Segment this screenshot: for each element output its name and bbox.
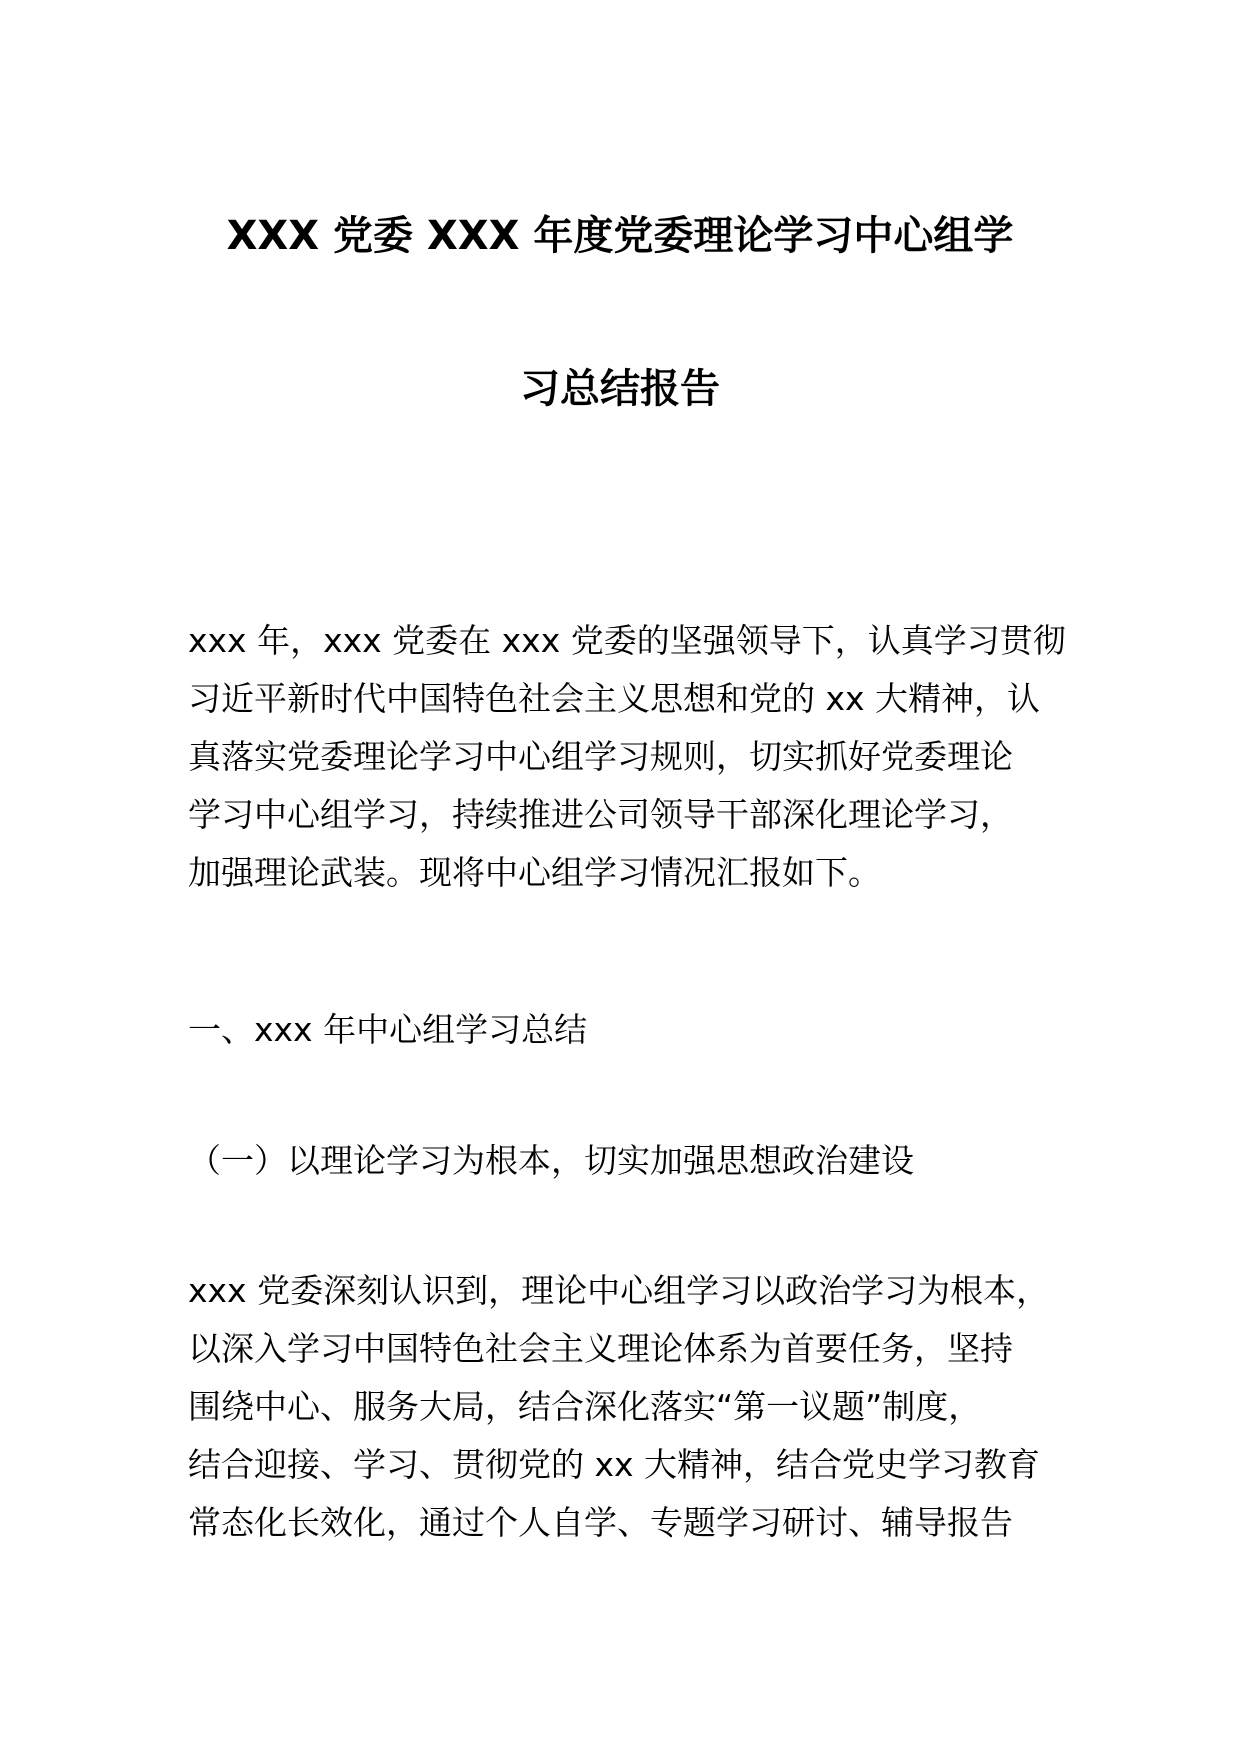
section-heading-text: 一、xxx 年中心组学习总结: [188, 1010, 588, 1049]
intro-paragraph: [188, 612, 1068, 902]
body-line: xxx 党委深刻认识到，理论中心组学习以政治学习为根本，: [188, 1271, 1050, 1310]
intro-line: 真落实党委理论学习中心组学习规则，切实抓好党委理论: [188, 737, 1013, 776]
section-heading: [188, 1001, 1068, 1059]
intro-line: 加强理论武装。现将中心组学习情况汇报如下。: [188, 853, 881, 892]
body-line: 结合迎接、学习、贯彻党的 xx 大精神，结合党史学习教育: [188, 1445, 1041, 1484]
document-title-line-1: XXX 党委 XXX 年度党委理论学习中心组学: [226, 213, 1014, 259]
body-line: 围绕中心、服务大局，结合深化落实“第一议题”制度，: [188, 1387, 982, 1426]
body-line: 常态化长效化，通过个人自学、专题学习研讨、辅导报告: [188, 1503, 1013, 1542]
subsection-heading: [188, 1132, 1068, 1190]
document-title-line-2: 习总结报告: [520, 366, 720, 412]
body-paragraph: [188, 1262, 1068, 1552]
body-line: 以深入学习中国特色社会主义理论体系为首要任务，坚持: [188, 1329, 1013, 1368]
intro-line: 学习中心组学习，持续推进公司领导干部深化理论学习，: [188, 795, 1013, 834]
subsection-heading-text: （一）以理论学习为根本，切实加强思想政治建设: [188, 1141, 914, 1180]
intro-line: 习近平新时代中国特色社会主义思想和党的 xx 大精神，认: [188, 679, 1041, 718]
intro-line: xxx 年，xxx 党委在 xxx 党委的坚强领导下，认真学习贯彻: [188, 621, 1066, 660]
